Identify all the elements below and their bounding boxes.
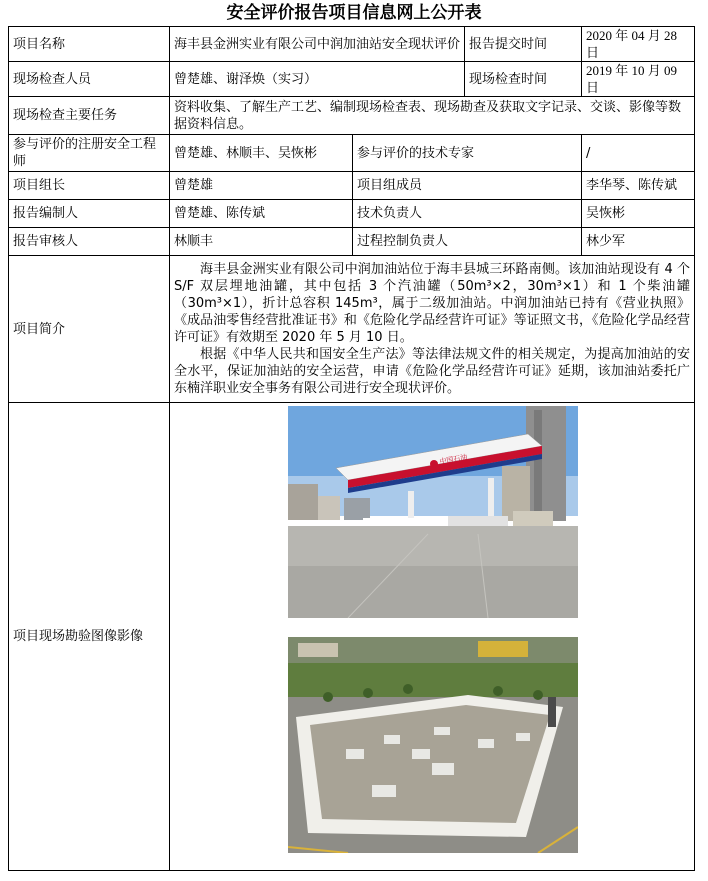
value-compiler: 曾楚雄、陈传斌 xyxy=(170,200,353,228)
value-submit-time: 2020 年 04 月 28 日 xyxy=(582,27,695,62)
label-leader: 项目组长 xyxy=(9,172,170,200)
value-experts: / xyxy=(582,135,695,172)
value-leader: 曾楚雄 xyxy=(170,172,353,200)
value-tech-lead: 吴恢彬 xyxy=(582,200,695,228)
value-engineers: 曾楚雄、林顺丰、吴恢彬 xyxy=(170,135,353,172)
label-intro: 项目简介 xyxy=(9,256,170,403)
label-engineers: 参与评价的注册安全工程师 xyxy=(9,135,170,172)
value-inspection-time: 2019 年 10 月 09 日 xyxy=(582,62,695,97)
photo-gas-station xyxy=(288,406,578,618)
intro-paragraph-2: 根据《中华人民共和国安全生产法》等法律法规文件的相关规定，为提高加油站的安全水平，保证加油站的安全运营，申请《危险化学品经营许可证》延期，该加油站委托广东楠洋职业安全事务有限公司进行安全现状评价。 xyxy=(174,347,691,396)
label-inspectors: 现场检查人员 xyxy=(9,62,170,97)
row-reviewer xyxy=(9,228,695,256)
row-photos xyxy=(9,403,695,871)
label-tasks: 现场检查主要任务 xyxy=(9,97,170,135)
label-photos: 项目现场勘验图像影像 xyxy=(9,403,170,871)
row-project-name xyxy=(9,27,695,62)
value-process-control: 林少军 xyxy=(582,228,695,256)
row-tasks xyxy=(9,97,695,135)
row-leader xyxy=(9,172,695,200)
value-project-name: 海丰县金洲实业有限公司中润加油站安全现状评价 xyxy=(170,27,465,62)
label-project-name: 项目名称 xyxy=(9,27,170,62)
row-intro xyxy=(9,256,695,403)
canopy-sign-text: 中国石油 xyxy=(438,453,468,466)
tank-area-photo-graphic xyxy=(288,637,578,853)
value-inspectors: 曾楚雄、谢泽焕（实习） xyxy=(170,62,465,97)
page-title: 安全评价报告项目信息网上公开表 xyxy=(226,3,482,23)
label-experts: 参与评价的技术专家 xyxy=(353,135,582,172)
photo-tank-area xyxy=(288,637,578,853)
label-process-control: 过程控制负责人 xyxy=(353,228,582,256)
info-table xyxy=(8,26,695,871)
label-reviewer: 报告审核人 xyxy=(9,228,170,256)
value-tasks: 资料收集、了解生产工艺、编制现场检查表、现场勘查及获取文字记录、交谈、影像等数据资料信息。 xyxy=(170,97,695,135)
value-reviewer: 林顺丰 xyxy=(170,228,353,256)
label-compiler: 报告编制人 xyxy=(9,200,170,228)
label-tech-lead: 技术负责人 xyxy=(353,200,582,228)
label-inspection-time: 现场检查时间 xyxy=(465,62,582,97)
row-compiler xyxy=(9,200,695,228)
value-members: 李华琴、陈传斌 xyxy=(582,172,695,200)
label-members: 项目组成员 xyxy=(353,172,582,200)
label-submit-time: 报告提交时间 xyxy=(465,27,582,62)
intro-paragraph-1: 海丰县金洲实业有限公司中润加油站位于海丰县城三环路南侧。该加油站现设有 4 个 S/F 双层埋地油罐，其中包括 3 个汽油罐（50m³×2，30m³×1）和 1 个柴油罐（30m³×1），折计总容积 145m³，属于二级加油站。中润加油站已持有《营业执照》《成品油零售经营批准证书》和《危险化学品经营许可证》等证照文书，《危险化学品经营许可证》有效期至 2020 年 5 月 10 日。 xyxy=(174,262,691,345)
row-engineers xyxy=(9,135,695,172)
photos-cell xyxy=(170,403,695,871)
gas-station-photo-graphic xyxy=(288,406,578,618)
row-inspectors xyxy=(9,62,695,97)
value-intro xyxy=(170,256,695,403)
